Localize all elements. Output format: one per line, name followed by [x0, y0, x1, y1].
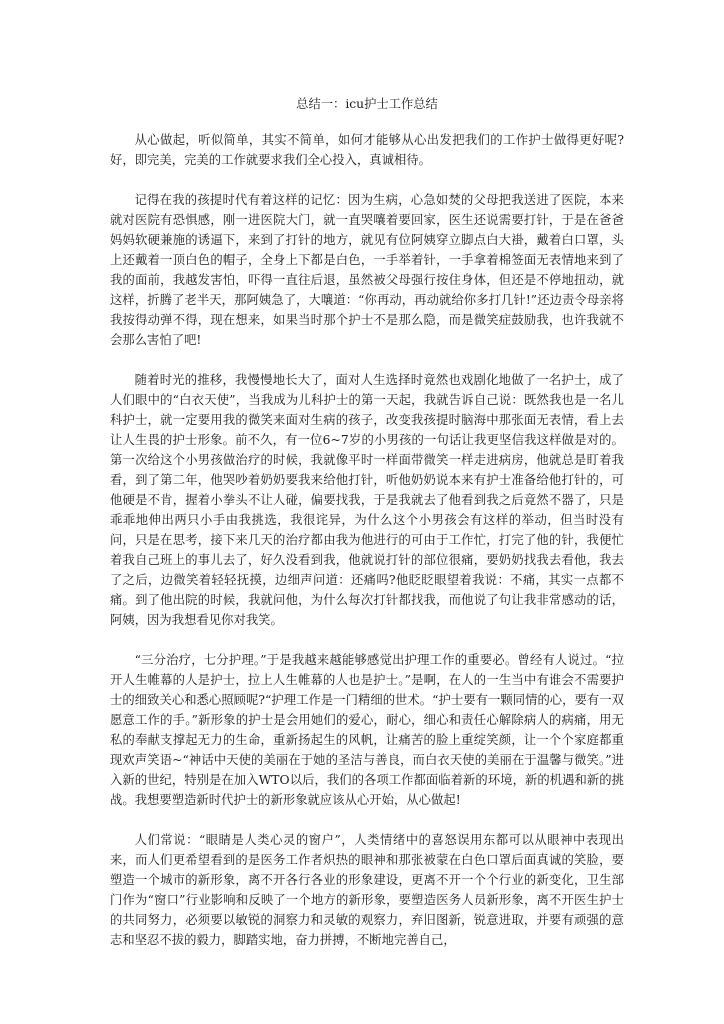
paragraph-becoming-nurse: 随着时光的推移，我慢慢地长大了，面对人生选择时竟然也戏剧化地做了一名护士，成了人们眼中的“白衣天使”，当我成为儿科护士的第一天起，我就告诉自己说：既然我也是一名儿科护士，就一定要用我的微笑来面对生病的孩子，改变我孩提时脑海中那张面无表情，看上去让人生畏的护士形象。前不久，有一位6~7岁的小男孩的一句话让我更坚信我这样做是对的。第一次给这个小男孩做治疗的时候，我就像平时一样面带微笑一样走进病房，他就总是盯着我看，到了第二年，他哭吵着奶奶要我来给他打针，听他奶奶说本来有护士准备给他打针的，可他硬是不肯，握着小拳头不让人碰，偏要找我，于是我就去了他看到我之后竟然不器了，只是乖乖地伸出两只小手由我挑选，我很诧异，为什么这个小男孩会有这样的举动，但当时没有问，只是在思考，接下来几天的治疗都由我为他进行的可由于工作忙，打完了他的针，我便忙着我自己班上的事儿去了，好久没看到我，他就说打针的部位很痛，要奶奶找我去看他，我去了之后，边微笑着轻轻抚摸，边细声问道：还痛吗?他眨眨眼望着我说：不痛，其实一点都不痛。到了他出院的时候，我就问他，为什么每次打针都找我，而他说了句让我非常感动的话，阿姨，因为我想看见你对我笑。 [110, 373, 624, 627]
paragraph-new-image: 人们常说：“眼睛是人类心灵的窗户”，人类情绪中的喜怒误用东都可以从眼神中表现出来，而人们更希望看到的是医务工作者炽热的眼神和那张被蒙在白色口罩后面真诚的笑脸，要塑造一个城市的新形象，离不开各行各业的形象建设，更离不开一个个行业的新变化，卫生部门作为“窗口”行业影响和反映了一个地方的新形象，要塑造医务人员新形象，离不开医生护士的共同努力，必须要以敏锐的洞察力和灵敏的观察力，弃旧图新，锐意进取，并要有顽强的意志和坚忍不拔的毅力，脚踏实地，奋力拼搏，不断地完善自己， [110, 833, 624, 947]
document-title: 总结一：icu护士工作总结 [296, 97, 438, 111]
paragraph-intro: 从心做起，听似简单，其实不简单，如何才能够从心出发把我们的工作护士做得更好呢?好，即完美，完美的工作就要求我们全心投入，真诚相待。 [110, 133, 624, 167]
paragraph-nursing-importance: “三分治疗，七分护理。”于是我越来越能够感觉出护理工作的重要必。曾经有人说过。“拉开人生帷幕的人是护士，拉上人生帷幕的人也是护士。”是啊，在人的一生当中有谁会不需要护士的细致关心和悉心照顾呢?“护理工作是一门精细的世术。“护士要有一颗同情的心，要有一双愿意工作的手。”新形象的护士是会用她们的爱心，耐心，细心和责任心解除病人的病痛，用无私的奉献支撑起无力的生命，重新扬起生的风帆，让痛苦的脸上重绽笑颜，让一个个家庭都重现欢声笑语~“神话中天使的美丽在于她的圣洁与善良，而白衣天使的美丽在于温馨与微笑。”进入新的世纪，特别是在加入WTO以后，我们的各项工作都面临着新的环境，新的机遇和新的挑战。我想要塑造新时代护士的新形象就应该从心开始，从心做起! [110, 653, 624, 807]
document-body [110, 94, 624, 950]
paragraph-childhood-memory: 记得在我的孩提时代有着这样的记忆：因为生病，心急如焚的父母把我送进了医院，本来就对医院有恐惧感，刚一进医院大门，就一直哭嚷着要回家，医生还说需要打针，于是在爸爸妈妈软硬兼施的诱逼下，来到了打针的地方，就见有位阿姨穿立脚点白大褂，戴着白口罩，头上还戴着一顶白色的帽子，全身上下都是白色，一手举着针，一手拿着棉签面无表情地来到了我的面前，我越发害怕，吓得一直往后退，虽然被父母强行按住身体，但还是不停地扭动，就这样，折腾了老半天，那阿姨急了，大嚷道：“你再动，再动就给你多打几针!”还边责令母亲将我按得动弹不得，现在想来，如果当时那个护士不是那么隐，而是微笑症鼓励我，也许我就不会那么害怕了吧! [110, 193, 624, 347]
